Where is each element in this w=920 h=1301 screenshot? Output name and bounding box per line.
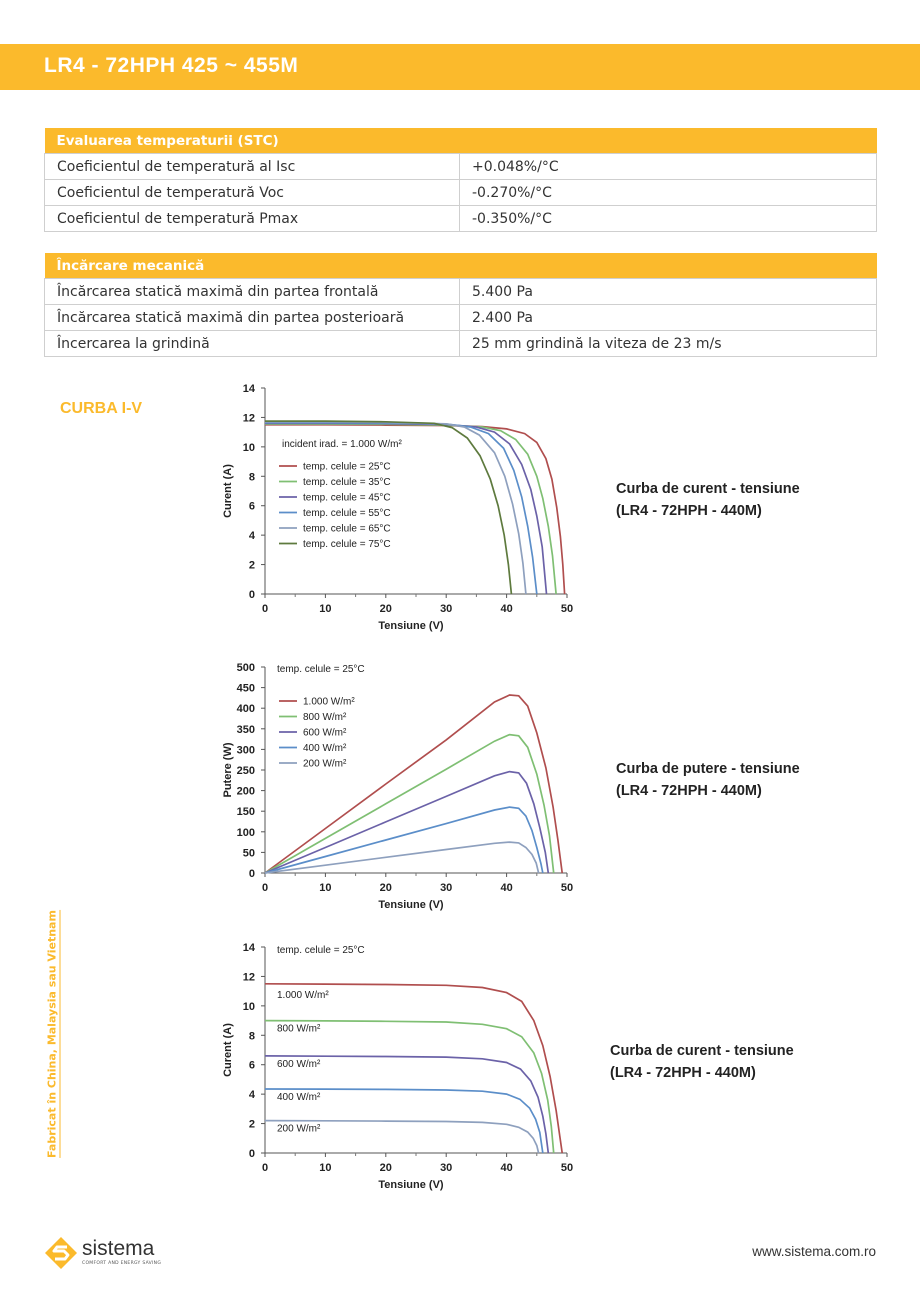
- x-axis-label: Tensiune (V): [378, 1179, 444, 1191]
- x-tick-label: 40: [500, 603, 513, 615]
- caption-line: (LR4 - 72HPH - 440M): [610, 1065, 756, 1081]
- y-tick-label: 0: [248, 868, 255, 880]
- x-axis-label: Tensiune (V): [378, 899, 444, 911]
- row-label: Încărcarea statică maximă din partea posterioară: [45, 305, 460, 331]
- y-tick-label: 10: [242, 1000, 255, 1013]
- y-tick-label: 50: [242, 847, 255, 860]
- logo-brand: sistema: [82, 1237, 155, 1260]
- iv-temperature-chart: [200, 378, 600, 648]
- series-line: [265, 1056, 548, 1153]
- series-line: [265, 772, 548, 873]
- y-tick-label: 4: [248, 530, 255, 543]
- page-title: LR4 - 72HPH 425 ~ 455M: [44, 54, 299, 77]
- x-tick-label: 20: [379, 603, 392, 615]
- x-tick-label: 20: [379, 882, 392, 894]
- x-axis-label: Tensiune (V): [378, 620, 444, 632]
- chart1-caption: [616, 478, 800, 522]
- x-tick-label: 50: [560, 1162, 574, 1174]
- y-tick-label: 500: [236, 662, 255, 674]
- y-tick-label: 150: [236, 806, 255, 819]
- logo-mark-icon: [44, 1236, 78, 1270]
- row-value: 2.400 Pa: [460, 305, 877, 331]
- mechanical-table: [44, 253, 877, 357]
- legend-label: temp. celule = 25°C: [303, 461, 391, 473]
- legend-label: 600 W/m²: [303, 727, 347, 739]
- legend-label: temp. celule = 45°C: [303, 492, 391, 504]
- caption-line: Curba de curent - tensiune: [616, 481, 800, 497]
- chart3-caption: [610, 1040, 794, 1084]
- y-tick-label: 12: [242, 971, 255, 984]
- y-tick-label: 4: [248, 1089, 255, 1102]
- x-tick-label: 0: [261, 1162, 269, 1174]
- table-row: [45, 305, 877, 331]
- table-row: [45, 206, 877, 232]
- y-tick-label: 8: [248, 1030, 255, 1043]
- curve-label: 800 W/m²: [277, 1023, 321, 1035]
- row-label: Încărcarea statică maximă din partea frontală: [45, 279, 460, 305]
- caption-line: (LR4 - 72HPH - 440M): [616, 503, 762, 519]
- row-value: -0.270%/°C: [460, 180, 877, 206]
- x-tick-label: 30: [440, 882, 453, 894]
- row-value: 25 mm grindină la viteza de 23 m/s: [460, 331, 877, 357]
- curve-label: 1.000 W/m²: [277, 989, 329, 1001]
- y-tick-label: 14: [242, 942, 255, 954]
- row-value: -0.350%/°C: [460, 206, 877, 232]
- y-tick-label: 0: [248, 589, 255, 601]
- y-tick-label: 12: [242, 412, 255, 425]
- chart-annotation: temp. celule = 25°C: [277, 945, 365, 956]
- x-tick-label: 50: [560, 603, 574, 615]
- y-tick-label: 14: [242, 383, 255, 395]
- curve-label: 600 W/m²: [277, 1058, 321, 1070]
- curve-label: 400 W/m²: [277, 1091, 321, 1103]
- legend-label: 1.000 W/m²: [303, 696, 355, 708]
- legend-label: temp. celule = 65°C: [303, 523, 391, 535]
- row-value: 5.400 Pa: [460, 279, 877, 305]
- y-axis-label: Curent (A): [222, 1023, 234, 1077]
- x-tick-label: 40: [500, 1162, 513, 1174]
- y-tick-label: 10: [242, 441, 255, 454]
- table-row: [45, 154, 877, 180]
- y-tick-label: 200: [236, 785, 255, 798]
- table-row: [45, 180, 877, 206]
- row-label: Coeficientul de temperatură al Isc: [45, 154, 460, 180]
- sistema-logo: [44, 1236, 204, 1272]
- chart-annotation: incident irad. = 1.000 W/m²: [282, 439, 402, 450]
- row-value: +0.048%/°C: [460, 154, 877, 180]
- row-label: Coeficientul de temperatură Voc: [45, 180, 460, 206]
- caption-line: Curba de curent - tensiune: [610, 1043, 794, 1059]
- caption-line: (LR4 - 72HPH - 440M): [616, 783, 762, 799]
- section-title: CURBA I-V: [60, 400, 143, 417]
- x-tick-label: 50: [560, 882, 574, 894]
- x-tick-label: 40: [500, 882, 513, 894]
- logo-tagline: COMFORT AND ENERGY SAVING: [82, 1261, 162, 1266]
- legend-label: temp. celule = 55°C: [303, 508, 391, 519]
- origin-label: Fabricat în China, Malaysia sau Vietnam: [45, 910, 59, 1158]
- website-link[interactable]: www.sistema.com.ro: [752, 1244, 876, 1259]
- legend-label: temp. celule = 35°C: [303, 477, 391, 488]
- series-line: [265, 807, 543, 873]
- legend-label: 800 W/m²: [303, 712, 347, 723]
- series-line: [265, 735, 554, 873]
- table-row: [45, 279, 877, 305]
- y-tick-label: 250: [236, 765, 255, 777]
- chart2-caption: [616, 758, 800, 802]
- legend-label: temp. celule = 75°C: [303, 539, 391, 550]
- x-tick-label: 30: [440, 603, 453, 615]
- row-label: Coeficientul de temperatură Pmax: [45, 206, 460, 232]
- legend-label: 400 W/m²: [303, 743, 347, 754]
- curve-label: 200 W/m²: [277, 1123, 321, 1135]
- y-tick-label: 300: [236, 744, 255, 757]
- x-tick-label: 10: [319, 1162, 332, 1174]
- y-tick-label: 100: [236, 826, 255, 839]
- x-tick-label: 0: [261, 603, 269, 615]
- temperature-table: [44, 128, 877, 232]
- y-tick-label: 2: [248, 1118, 255, 1131]
- x-tick-label: 0: [261, 882, 269, 894]
- temperature-table-title: Evaluarea temperaturii (STC): [45, 128, 877, 154]
- series-line: [265, 842, 539, 873]
- x-tick-label: 10: [319, 882, 332, 894]
- pv-irradiance-chart: [200, 657, 600, 927]
- caption-line: Curba de putere - tensiune: [616, 761, 800, 777]
- legend-label: 200 W/m²: [303, 758, 347, 770]
- y-tick-label: 6: [248, 500, 255, 513]
- y-tick-label: 2: [248, 559, 255, 572]
- y-tick-label: 8: [248, 471, 255, 484]
- table-row: [45, 331, 877, 357]
- x-tick-label: 30: [440, 1162, 453, 1174]
- y-axis-label: Putere (W): [222, 742, 234, 798]
- y-tick-label: 350: [236, 723, 255, 736]
- iv-irradiance-chart: [200, 937, 600, 1207]
- row-label: Încercarea la grindină: [45, 331, 460, 357]
- y-axis-label: Curent (A): [222, 464, 234, 518]
- y-tick-label: 400: [236, 703, 255, 716]
- y-tick-label: 6: [248, 1059, 255, 1072]
- y-tick-label: 0: [248, 1148, 255, 1160]
- y-tick-label: 450: [236, 682, 255, 695]
- x-tick-label: 20: [379, 1162, 392, 1174]
- mechanical-table-title: Încărcare mecanică: [45, 253, 877, 279]
- header-banner: [0, 44, 920, 90]
- x-tick-label: 10: [319, 603, 332, 615]
- chart-annotation: temp. celule = 25°C: [277, 664, 365, 675]
